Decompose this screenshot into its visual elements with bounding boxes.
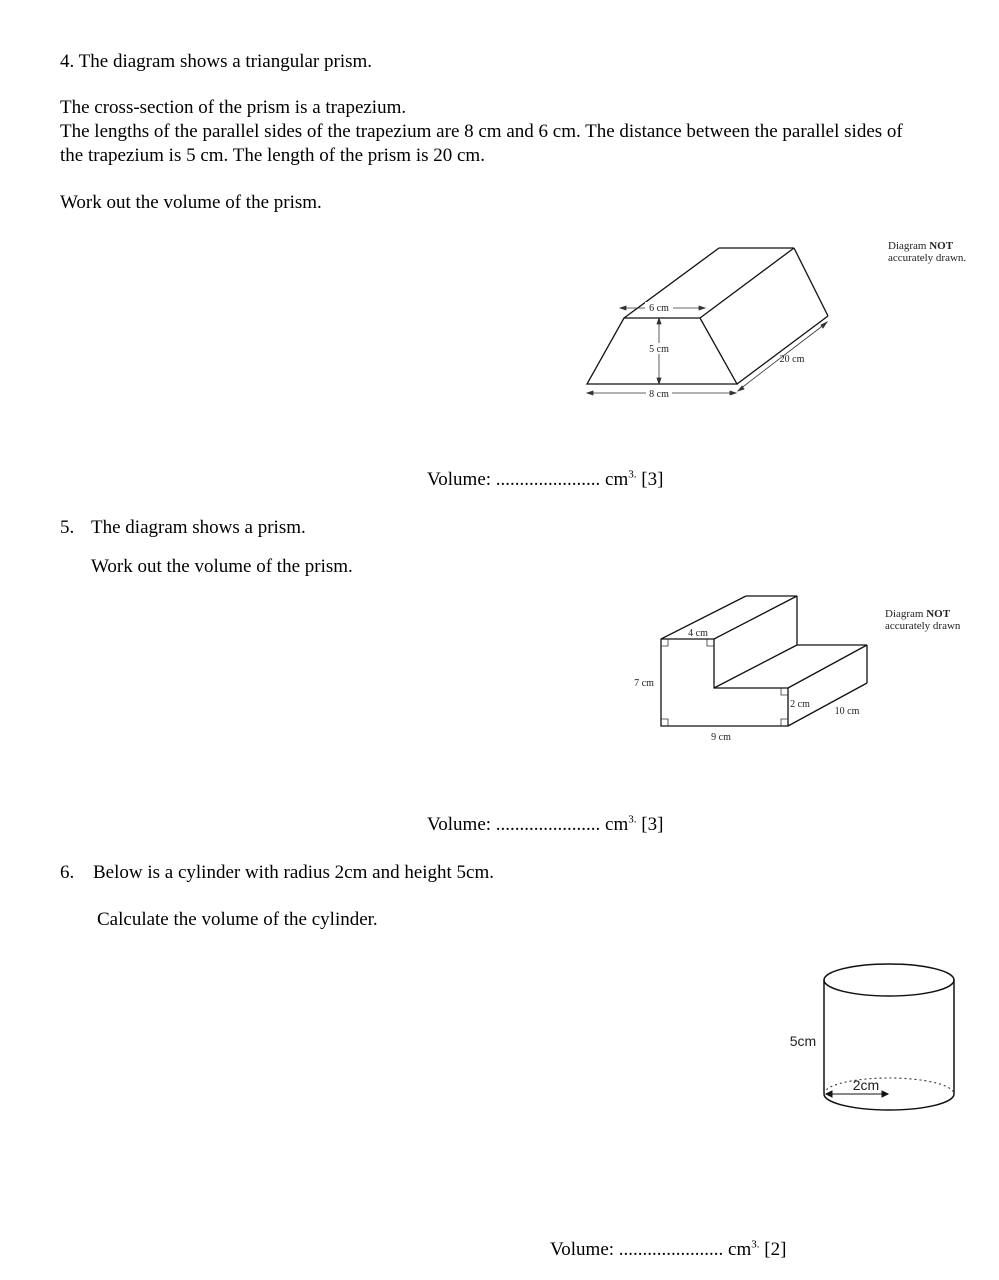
label-7cm: 7 cm	[634, 678, 654, 689]
q5-diagram-note	[885, 608, 960, 632]
q4-volume-label: Volume:	[427, 469, 492, 490]
q4-paragraph-1: The cross-section of the prism is a trapezium.	[60, 97, 407, 118]
prism-back-side-edge	[794, 248, 828, 316]
q6-instruction: Calculate the volume of the cylinder.	[97, 909, 378, 930]
q4-instruction: Work out the volume of the prism.	[60, 192, 322, 213]
cylinder-diagram	[780, 955, 960, 1125]
label-6cm: 6 cm	[649, 303, 669, 314]
q5-instruction: Work out the volume of the prism.	[91, 556, 353, 577]
q6-answer-line	[550, 1238, 786, 1262]
label-2cm-radius: 2cm	[852, 1077, 880, 1093]
label-2cm: 2 cm	[790, 699, 810, 710]
label-8cm: 8 cm	[649, 389, 669, 400]
q5-note-text-2: accurately drawn	[885, 620, 961, 632]
label-5cm: 5 cm	[649, 344, 669, 355]
q6-number: 6.	[60, 862, 75, 883]
q6-marks: [2]	[764, 1239, 787, 1260]
q6-unit-sup: 3.	[751, 1238, 760, 1251]
q4-unit: cm	[605, 469, 629, 490]
cylinder-bottom-hidden-arc	[824, 1078, 954, 1094]
step-prism-diagram	[620, 585, 880, 745]
cylinder-top-ellipse	[824, 964, 954, 996]
q4-paragraph-2b: the trapezium is 5 cm. The length of the prism is 20 cm.	[60, 145, 485, 166]
q5-answer-line	[427, 813, 663, 837]
q4-title: The diagram shows a triangular prism.	[78, 51, 373, 72]
q5-unit: cm	[605, 814, 629, 835]
q4-note-not: NOT	[929, 240, 954, 252]
q6-unit: cm	[728, 1239, 752, 1260]
q5-heading	[60, 516, 306, 540]
q4-answer-line	[427, 468, 663, 492]
label-4cm: 4 cm	[688, 628, 708, 639]
q5-volume-label: Volume:	[427, 814, 492, 835]
q5-note-not: NOT	[926, 608, 951, 620]
q4-diagram-note	[888, 240, 966, 264]
trapezium-prism-diagram	[575, 235, 835, 410]
q4-paragraph-2a: The lengths of the parallel sides of the trapezium are 8 cm and 6 cm. The distance between the parallel sides of	[60, 121, 903, 142]
q5-marks: [3]	[641, 814, 664, 835]
q5-number: 5.	[60, 517, 75, 538]
q4-marks: [3]	[641, 469, 664, 490]
q4-heading	[60, 50, 372, 74]
q5-note-text: Diagram	[885, 608, 927, 620]
q4-note-text: Diagram	[888, 240, 930, 252]
q5-unit-sup: 3.	[628, 813, 637, 826]
label-9cm: 9 cm	[711, 732, 731, 743]
q6-volume-label: Volume:	[550, 1239, 615, 1260]
q4-note-text-2: accurately drawn.	[888, 252, 967, 264]
label-5cm-height: 5cm	[789, 1033, 817, 1049]
q6-answer-dots[interactable]: ......................	[618, 1239, 724, 1260]
label-10cm: 10 cm	[834, 706, 860, 717]
q5-title: The diagram shows a prism.	[91, 517, 306, 538]
prism-edge-top-right	[700, 248, 794, 318]
label-20cm: 20 cm	[779, 354, 805, 365]
q4-answer-dots[interactable]: ......................	[495, 469, 601, 490]
q5-answer-dots[interactable]: ......................	[495, 814, 601, 835]
q4-unit-sup: 3.	[628, 468, 637, 481]
q6-title: Below is a cylinder with radius 2cm and height 5cm.	[93, 862, 495, 883]
prism-edge-bottom-right	[737, 316, 828, 384]
q6-heading	[60, 861, 494, 885]
cylinder-bottom-front-arc	[824, 1094, 954, 1110]
q4-number: 4.	[60, 51, 75, 72]
